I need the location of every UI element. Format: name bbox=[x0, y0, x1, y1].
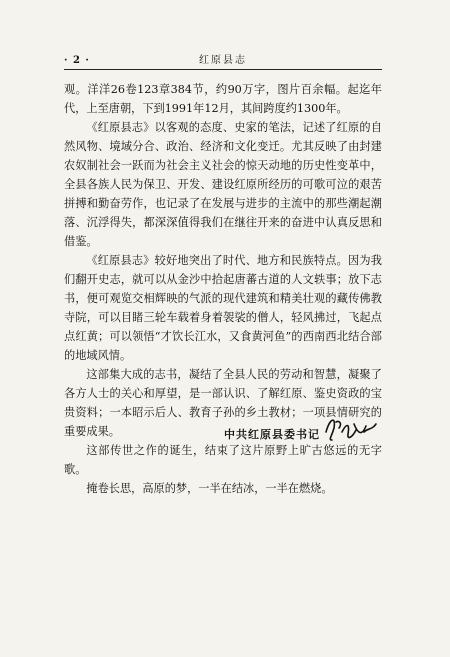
page-number: · 2 · bbox=[64, 55, 90, 66]
handwritten-signature bbox=[320, 410, 380, 446]
paragraph-continued: 观。洋洋26卷123章384节，约90万字，图片百余幅。起迄年代，上至唐朝，下到1991年12月，其间跨度约1300年。 bbox=[64, 83, 382, 115]
paragraph: 这部集大成的志书，凝结了全县人民的劳动和智慧，凝聚了各方人士的关心和厚望，是一部认识、了解红原、鉴史资政的宝贵资料；一本昭示后人、教育子孙的乡土教材；一项县情研究的重要成果。 bbox=[64, 368, 382, 438]
paragraph: 这部传世之作的诞生，结束了这片原野上旷古悠远的无字歌。 bbox=[64, 444, 382, 476]
paragraph: 《红原县志》以客观的态度、史家的笔法，记述了红原的自然风物、境域分合、政治、经济和文化变迁。尤其反映了由封建农奴制社会一跃而为社会主义社会的惊天动地的历史性变革中，全县各族人民为保卫、开发、建设红原所经历的可歌可泣的艰苦拼搏和勤奋劳作，也记录了在发展与进步的主流中的那些潮起潮落、沉浮得失，都深深值得我们在继往开来的奋进中认真反思和借鉴。 bbox=[64, 121, 382, 248]
signature-block bbox=[64, 410, 382, 450]
header-rule bbox=[64, 69, 382, 70]
paragraph: 掩卷长思，高原的梦，一半在结冰，一半在燃烧。 bbox=[86, 482, 333, 495]
running-title: 红原县志 bbox=[199, 55, 247, 66]
page-header bbox=[64, 54, 382, 68]
paragraph: 《红原县志》较好地突出了时代、地方和民族特点。因为我们翻开史志，就可以从金沙中拾起唐蕃古道的人文轶事；放下志书，便可观览交相辉映的气派的现代建筑和精美壮观的藏传佛教寺院，可以目睹三轮车载着身着袈裟的僧人，轻风拂过，飞起点点红黄；可以领悟“才饮长江水，又食黄河鱼”的西南西北结合部的地域风情。 bbox=[64, 254, 382, 362]
signer-title: 中共红原县委书记 bbox=[224, 428, 320, 441]
